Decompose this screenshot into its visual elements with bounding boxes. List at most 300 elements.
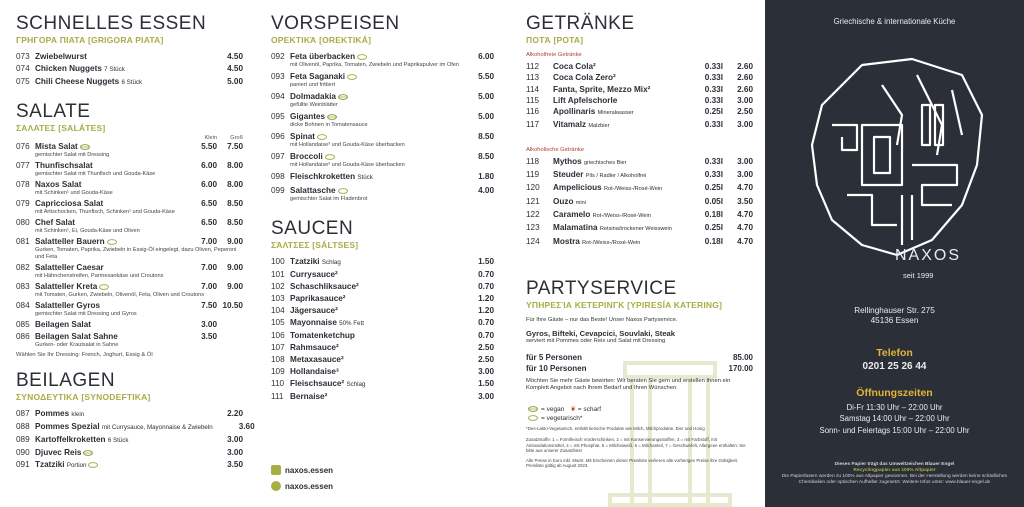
drink-number: 115 xyxy=(526,95,540,105)
legend-additives: Zusatzstoffe: 1 = Formfleisch Vorderschinken, 2 = mit Konservierungsstoffen, 3 = mit Farbstoff, mit Antioxidationsmittel, 4 = mit Phosphat, 5 = Milcheiweiß, 6 = Milchanteil, 7 = Geschwefelt, Allergene enthalten: Sie bitte aus unserer Zusatzliste! xyxy=(526,437,746,454)
menu-row xyxy=(16,263,243,273)
party-intro: Für Ihre Gäste – nur das Beste! Unser Naxos Partyservice. xyxy=(526,316,678,323)
drink-volume: 0.05l xyxy=(704,196,723,206)
item-name-text: Hollandaise³ xyxy=(290,367,339,376)
item-number: 098 xyxy=(271,172,285,181)
menu-row xyxy=(271,355,494,365)
drink-price: 3.00 xyxy=(737,95,753,105)
item-price-small: 7.50 xyxy=(201,301,217,310)
legend-vegetarisch: = vegetarisch* xyxy=(541,414,583,422)
item-number: 106 xyxy=(271,331,285,340)
item-number: 102 xyxy=(271,282,285,291)
item-number: 109 xyxy=(271,367,285,376)
size-small-label: Klein xyxy=(204,135,217,141)
item-name xyxy=(35,409,201,420)
item-number: 081 xyxy=(16,237,30,246)
item-name xyxy=(35,332,183,342)
item-name xyxy=(35,301,183,311)
item-name-text: Naxos Salat xyxy=(35,180,82,189)
item-name xyxy=(35,142,183,152)
item-name-text: Pommes xyxy=(35,409,70,418)
vegan-icon xyxy=(528,406,538,412)
item-description: mit Olivenöl, Paprika, Tomaten, Zwiebeln und Paprikapulver im Ofen xyxy=(290,62,460,68)
naxos-logo xyxy=(802,55,992,265)
item-number: 096 xyxy=(271,132,285,141)
menu-row xyxy=(16,142,243,152)
item-name-text: Rahmsauce² xyxy=(290,343,339,352)
item-name-text: Chef Salat xyxy=(35,218,76,227)
section-subtitle-schnelles: ΓΡΗΓΟΡΑ ΠΙΑΤΑ [GRIGORA PIATA] xyxy=(16,35,164,45)
vegetarian-icon xyxy=(528,415,538,421)
drink-number: 116 xyxy=(526,107,540,117)
opening-hours-heading: Öffnungszeiten xyxy=(856,387,933,399)
menu-row xyxy=(271,318,494,329)
item-name-text: Salatteller Bauern xyxy=(35,237,105,246)
menu-row xyxy=(16,301,243,311)
item-number: 095 xyxy=(271,112,285,121)
section-subtitle-beilagen: ΣΥΝΟΔΕΥΤΙΚΑ [SYNODEFTIKA] xyxy=(16,392,151,402)
drink-number: 112 xyxy=(526,62,540,71)
section-title-beilagen: BEILAGEN xyxy=(16,370,116,391)
drink-price: 4.70 xyxy=(737,223,753,233)
drink-row xyxy=(526,182,753,195)
item-name-text: Pommes Spezial xyxy=(35,422,100,431)
item-name-text: Zwiebelwurst xyxy=(35,52,87,61)
item-name-text: Gigantes xyxy=(290,112,326,121)
starter-item xyxy=(271,112,494,129)
menu-row xyxy=(271,270,494,280)
facebook-handle: naxos.essen xyxy=(285,481,334,491)
item-description: gemischter Salat mit Dressing xyxy=(35,152,110,158)
drink-name-text: Ampelicious xyxy=(553,183,602,193)
drink-price: 3.00 xyxy=(737,156,753,166)
brand-since: seit 1999 xyxy=(903,271,934,280)
item-price-small: 6.50 xyxy=(201,218,217,227)
item-name xyxy=(35,237,183,247)
saucen-list xyxy=(271,257,494,402)
menu-row xyxy=(16,409,243,420)
section-subtitle-party: ΥΠΗΡΕΣΊΑ ΚΕΤΕΡΙΝΓΚ [YPIRESÍA KATERING] xyxy=(526,299,723,310)
item-name xyxy=(290,132,452,142)
opening-hours xyxy=(765,402,1024,436)
item-price: 2.20 xyxy=(227,409,243,418)
drink-price: 4.70 xyxy=(737,236,753,246)
drink-name-text: Mythos xyxy=(553,156,582,166)
drink-number: 114 xyxy=(526,84,540,94)
eco-line-2: Recyclingpapier aus 100% Altpapier xyxy=(853,468,936,473)
opening-hours-saturday: Samstag 14:00 Uhr – 22:00 Uhr xyxy=(839,414,950,424)
address-street: Rellinghauser Str. 275 xyxy=(854,306,935,315)
item-name-text: Tzatziki xyxy=(290,257,320,266)
item-price: 3.00 xyxy=(227,448,243,457)
item-description: gemischter Salat mit Thunfisch und Gouda-Käse xyxy=(35,171,156,177)
menu-row xyxy=(16,218,243,228)
drink-price: 2.60 xyxy=(737,84,753,94)
vegan-icon xyxy=(83,450,93,456)
salad-item xyxy=(16,237,243,261)
alcohol-drinks-list xyxy=(526,156,753,249)
starter-item xyxy=(271,52,494,69)
phone-number[interactable]: 0201 25 26 44 xyxy=(862,361,927,372)
item-note: 7 Stück xyxy=(104,66,125,73)
item-name-text: Salatteller Gyros xyxy=(35,301,101,310)
item-name-text: Mayonnaise xyxy=(290,318,337,327)
item-name xyxy=(35,161,183,171)
menu-row xyxy=(271,331,494,341)
section-title-party: PARTYSERVICE xyxy=(526,277,677,299)
opening-hours-sunday: Sonn- und Feiertags 15:00 Uhr – 22:00 Uhr xyxy=(819,425,970,435)
drink-name xyxy=(553,95,693,106)
item-price-small: 7.00 xyxy=(201,237,217,246)
drink-volume: 0.33l xyxy=(704,95,723,105)
item-description: dicke Bohnen in Tomatensauce xyxy=(290,122,368,128)
item-name xyxy=(35,460,201,471)
item-price: 1.50 xyxy=(478,257,494,266)
menu-row xyxy=(271,92,494,102)
item-number: 088 xyxy=(16,422,30,431)
item-name xyxy=(290,306,452,316)
item-price: 1.50 xyxy=(478,379,494,388)
item-price-large: 9.00 xyxy=(227,237,243,246)
item-name-text: Currysauce² xyxy=(290,270,338,279)
address xyxy=(765,306,1024,326)
item-price: 3.60 xyxy=(238,422,255,431)
salad-item xyxy=(16,263,243,280)
drink-volume: 0.33l xyxy=(704,170,723,180)
item-price: 5.00 xyxy=(478,112,494,121)
drink-name-text: Steuder xyxy=(553,170,584,180)
drink-volume: 0.18l xyxy=(704,236,723,246)
item-price: 4.50 xyxy=(227,52,243,61)
item-price-small: 7.00 xyxy=(201,282,217,291)
vegan-icon xyxy=(327,114,337,120)
item-note: 6 Stück xyxy=(121,79,143,86)
item-number: 073 xyxy=(16,52,30,61)
instagram-link[interactable] xyxy=(271,465,333,475)
item-number: 104 xyxy=(271,306,285,315)
drink-price: 2.60 xyxy=(737,62,753,71)
item-price-small: 6.00 xyxy=(201,180,217,189)
drink-name xyxy=(553,236,693,249)
drink-row xyxy=(526,222,753,235)
item-price-large: 8.00 xyxy=(227,161,243,170)
drink-name-text: Coca Cola² xyxy=(553,62,596,71)
section-title-vorspeisen: VORSPEISEN xyxy=(271,13,400,34)
drink-name-text: Mostra xyxy=(553,236,580,246)
legend xyxy=(526,405,753,469)
vegetarian-icon xyxy=(347,74,357,80)
item-price-large: 8.00 xyxy=(227,180,243,189)
item-price: 0.70 xyxy=(478,318,494,327)
item-name xyxy=(35,199,183,209)
drink-number: 119 xyxy=(526,170,540,180)
drink-number: 123 xyxy=(526,223,540,233)
item-name xyxy=(290,343,452,353)
party-persons: für 10 Personen xyxy=(526,363,587,373)
item-price: 0.70 xyxy=(478,270,494,279)
item-name xyxy=(35,52,201,62)
item-number: 097 xyxy=(271,152,285,161)
instagram-icon xyxy=(271,465,281,475)
drink-row xyxy=(526,95,753,106)
party-dish: Gyros, Bifteki, Cevapcici, Souvlaki, Steak xyxy=(526,329,675,339)
item-price: 4.50 xyxy=(227,64,243,73)
drink-note: mini xyxy=(575,199,587,206)
item-price: 3.00 xyxy=(478,392,494,401)
size-large-label: Groß xyxy=(230,135,243,141)
drink-name xyxy=(553,61,693,72)
item-note: mit Currysauce, Mayonnaise & Zwiebeln xyxy=(101,424,213,431)
item-number: 089 xyxy=(16,435,30,444)
facebook-link[interactable] xyxy=(271,481,333,491)
drink-number: 118 xyxy=(526,156,540,166)
item-price: 1.20 xyxy=(478,306,494,315)
section-title-schnelles: SCHNELLES ESSEN xyxy=(16,13,207,34)
drink-note: griechisches Bier xyxy=(583,159,627,166)
item-name-text: Chili Cheese Nuggets xyxy=(35,77,120,86)
drink-note: Retsina/trockener Weisswein xyxy=(599,226,672,233)
item-name-text: Thunfischsalat xyxy=(35,161,93,170)
menu-row xyxy=(16,199,243,209)
menu-row xyxy=(16,435,243,446)
salad-item xyxy=(16,180,243,197)
item-name xyxy=(290,112,452,122)
drink-name xyxy=(553,84,693,95)
item-name xyxy=(290,270,452,280)
item-price-large: 7.50 xyxy=(227,142,243,151)
drink-number: 117 xyxy=(526,120,540,130)
starter-item xyxy=(271,132,494,149)
opening-hours-weekdays: Di-Fr 11:30 Uhr – 22:00 Uhr xyxy=(846,403,943,412)
item-price: 2.50 xyxy=(478,343,494,352)
drink-price: 3.00 xyxy=(737,120,753,130)
drink-volume: 0.25l xyxy=(704,183,723,193)
item-number: 100 xyxy=(271,257,285,266)
item-description: Gurken- oder Krautsalat in Sahne xyxy=(35,342,119,348)
drink-volume: 0.33l xyxy=(704,73,723,83)
vegetarian-icon xyxy=(325,154,335,160)
item-name-text: Tzatziki xyxy=(35,460,65,469)
item-name xyxy=(290,72,452,82)
salad-item xyxy=(16,282,243,299)
item-price-large: 8.50 xyxy=(227,218,243,227)
starter-item xyxy=(271,72,494,89)
drink-name-text: Caramelo xyxy=(553,209,591,219)
item-note: Stück xyxy=(357,174,373,181)
drink-row xyxy=(526,61,753,72)
menu-row xyxy=(271,282,494,292)
starter-item xyxy=(271,152,494,169)
item-description: paniert und frittiert xyxy=(290,82,336,88)
drink-row xyxy=(526,169,753,182)
drink-note: Pils / Radler / Alkoholfrei xyxy=(585,173,647,180)
section-title-salate: SALATE xyxy=(16,101,91,122)
section-subtitle-saucen: ΣΆΛΤΣΕΣ [SÁLTSES] xyxy=(271,240,359,250)
drink-name xyxy=(553,196,693,209)
menu-row xyxy=(16,237,243,247)
salad-item xyxy=(16,161,243,178)
drink-name-text: Coca Cola Zero² xyxy=(553,73,616,83)
item-number: 090 xyxy=(16,448,30,457)
item-number: 086 xyxy=(16,332,30,341)
item-note: Schlag xyxy=(321,259,341,266)
item-price-large: 10.50 xyxy=(222,301,243,310)
drink-note: Rot-/Weiss-/Rosé-Wein xyxy=(592,212,651,219)
item-name xyxy=(35,64,201,75)
item-name xyxy=(290,172,452,183)
drink-name xyxy=(553,106,693,119)
item-number: 103 xyxy=(271,294,285,303)
legend-prices-note: Alle Preise in Euro inkl. MwSt. Mit Erscheinen dieser Preisliste verlieren alle vorherigen Preise ihre Gültigkeit. Preisliste gültig ab August 2023. xyxy=(526,457,739,469)
vegetarian-icon xyxy=(88,462,98,468)
item-name xyxy=(35,282,183,292)
item-price: 0.70 xyxy=(478,331,494,340)
item-description: mit Schinken¹, Ei, Gouda-Käse und Oliven xyxy=(35,228,140,234)
item-number: 108 xyxy=(271,355,285,364)
drink-volume: 0.33l xyxy=(704,84,723,94)
item-number: 101 xyxy=(271,270,285,279)
item-note: 6 Stück xyxy=(107,437,129,444)
drink-name xyxy=(553,156,693,169)
menu-row xyxy=(16,448,243,458)
drink-price: 3.50 xyxy=(737,196,753,206)
drink-category-soft: Alkoholfreie Getränke xyxy=(526,52,582,58)
tagline: Griechische & internationale Küche xyxy=(833,17,956,26)
item-description: gefüllte Weinblätter xyxy=(290,102,338,108)
column-info-panel xyxy=(765,0,1024,507)
item-description: mit Artischocken, Thunfisch, Schinken¹ und Gouda-Käse xyxy=(35,209,175,215)
vegetarian-icon xyxy=(338,188,348,194)
item-price: 8.50 xyxy=(478,152,494,161)
item-number: 075 xyxy=(16,77,30,86)
section-subtitle-vorspeisen: ΟΡΕΚΤΙΚΆ [OREKTIKÁ] xyxy=(271,35,372,45)
menu-row xyxy=(16,282,243,292)
item-price: 5.00 xyxy=(227,77,243,86)
party-dish-desc: serviert mit Pommes oder Reis und Salat mit Dressing xyxy=(526,338,666,345)
legend-scharf: = scharf xyxy=(577,405,602,413)
item-number: 091 xyxy=(16,460,30,469)
chili-icon: ❦ xyxy=(570,405,576,413)
item-number: 080 xyxy=(16,218,30,227)
item-name xyxy=(290,367,452,377)
drink-name xyxy=(553,209,693,222)
drink-name-text: Fanta, Sprite, Mezzo Mix² xyxy=(553,84,651,94)
item-number: 092 xyxy=(271,52,285,61)
menu-row xyxy=(16,64,243,75)
instagram-handle: naxos.essen xyxy=(285,465,334,475)
drink-volume: 0.33l xyxy=(704,156,723,166)
drink-name-text: Vitamalz xyxy=(553,120,587,130)
drink-price: 2.60 xyxy=(737,73,753,83)
item-number: 111 xyxy=(271,392,284,401)
drink-volume: 0.33l xyxy=(704,62,723,71)
menu-row xyxy=(271,172,494,183)
item-description: gemischter Salat im Fladenbrot xyxy=(290,196,368,202)
item-number: 076 xyxy=(16,142,30,151)
vegetarian-icon xyxy=(99,284,109,290)
soft-drinks-list xyxy=(526,61,753,133)
party-price: 85.00 xyxy=(732,352,753,362)
item-number: 082 xyxy=(16,263,30,272)
drink-price: 2.50 xyxy=(737,107,753,117)
menu-row xyxy=(271,343,494,353)
menu-row xyxy=(16,180,243,190)
item-price: 0.70 xyxy=(478,282,494,291)
item-note: 50% Fett xyxy=(339,320,364,327)
item-price-small: 7.00 xyxy=(201,263,217,272)
item-name-text: Beilagen Salat xyxy=(35,320,91,329)
item-name xyxy=(35,422,213,433)
item-name-text: Salatteller Caesar xyxy=(35,263,104,272)
legend-row-1 xyxy=(526,405,753,414)
item-name-text: Paprikasauce² xyxy=(290,294,346,303)
drink-number: 124 xyxy=(526,236,540,246)
item-number: 110 xyxy=(271,379,285,388)
size-header xyxy=(16,135,243,141)
item-description: mit Schinken¹ und Gouda-Käse xyxy=(35,190,113,196)
eco-footer xyxy=(765,462,1024,486)
item-description: mit Tomaten, Gurken, Zwiebeln, Olivenöl, Feta, Oliven und Croutons xyxy=(35,292,205,298)
menu-row xyxy=(271,72,494,82)
item-name-text: Schaschliksauce² xyxy=(290,282,359,291)
legend-row-2 xyxy=(526,414,753,423)
drink-price: 3.00 xyxy=(737,170,753,180)
item-name xyxy=(290,392,452,402)
drink-name-text: Ouzo xyxy=(553,196,574,206)
item-name xyxy=(290,379,452,390)
drink-name xyxy=(553,182,693,195)
legend-vegan: = vegan xyxy=(541,405,565,413)
menu-row xyxy=(271,379,494,390)
item-number: 085 xyxy=(16,320,30,329)
menu-row xyxy=(271,294,494,304)
menu-row xyxy=(16,161,243,171)
starter-item xyxy=(271,186,494,203)
item-price-small: 3.50 xyxy=(201,332,217,341)
item-name-text: Mista Salat xyxy=(35,142,78,151)
drink-name xyxy=(553,72,693,83)
item-number: 093 xyxy=(271,72,285,81)
drink-row xyxy=(526,209,753,222)
drink-category-alcohol: Alkoholische Getränke xyxy=(526,146,584,153)
item-name xyxy=(35,180,183,190)
item-number: 094 xyxy=(271,92,285,101)
menu-row xyxy=(271,306,494,316)
party-price-row xyxy=(526,352,753,363)
section-title-saucen: SAUCEN xyxy=(271,218,354,239)
drink-number: 120 xyxy=(526,183,540,193)
salad-item xyxy=(16,199,243,216)
drink-volume: 0.18l xyxy=(704,209,723,219)
item-description: mit Hollandaise³ und Gouda-Käse überbacken xyxy=(290,162,405,168)
drink-name-text: Lift Apfelschorle xyxy=(553,95,618,105)
item-name-text: Fleischkroketten xyxy=(290,172,356,181)
item-name-text: Beilagen Salat Sahne xyxy=(35,332,118,341)
vegan-icon xyxy=(338,94,348,100)
menu-row xyxy=(271,186,494,196)
item-name xyxy=(290,92,452,102)
item-price: 1.80 xyxy=(478,172,494,181)
item-number: 074 xyxy=(16,64,30,73)
item-price-large: 9.00 xyxy=(227,263,243,272)
item-name xyxy=(290,318,452,329)
item-price: 8.50 xyxy=(478,132,494,141)
drink-row xyxy=(526,72,753,83)
section-subtitle-getraenke: ΠΟΤΆ [POTA] xyxy=(526,35,584,45)
item-description: mit Hähnchenstreifen, Parmesankäse und Croutons xyxy=(35,273,164,279)
item-name xyxy=(35,435,201,446)
item-name-text: Salatteller Kreta xyxy=(35,282,98,291)
